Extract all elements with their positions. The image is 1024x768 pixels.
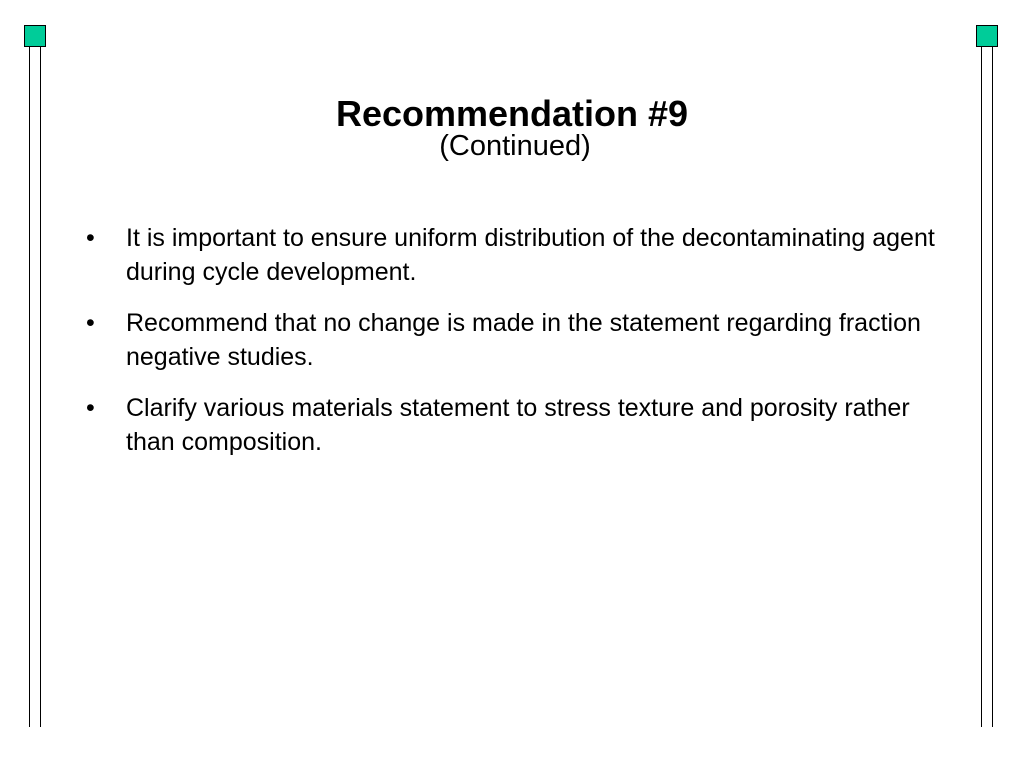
slide-subtitle: (Continued): [439, 130, 591, 162]
bullet-item: [84, 306, 954, 374]
bullet-text: Recommend that no change is made in the statement regarding fraction negative studies.: [126, 309, 921, 371]
bullet-item: [84, 221, 954, 289]
bullet-icon: •: [86, 394, 95, 422]
bullet-text: Clarify various materials statement to stress texture and porosity rather than composition.: [126, 394, 910, 456]
title-block: [0, 92, 1024, 162]
bullet-icon: •: [86, 224, 95, 252]
bullet-text: It is important to ensure uniform distribution of the decontaminating agent during cycle development.: [126, 224, 935, 286]
bullet-icon: •: [86, 309, 95, 337]
bullet-list: [84, 221, 954, 476]
slide-title: Recommendation #9: [335, 93, 689, 134]
corner-square-right: [976, 25, 998, 47]
corner-square-left: [24, 25, 46, 47]
bullet-item: [84, 391, 954, 459]
